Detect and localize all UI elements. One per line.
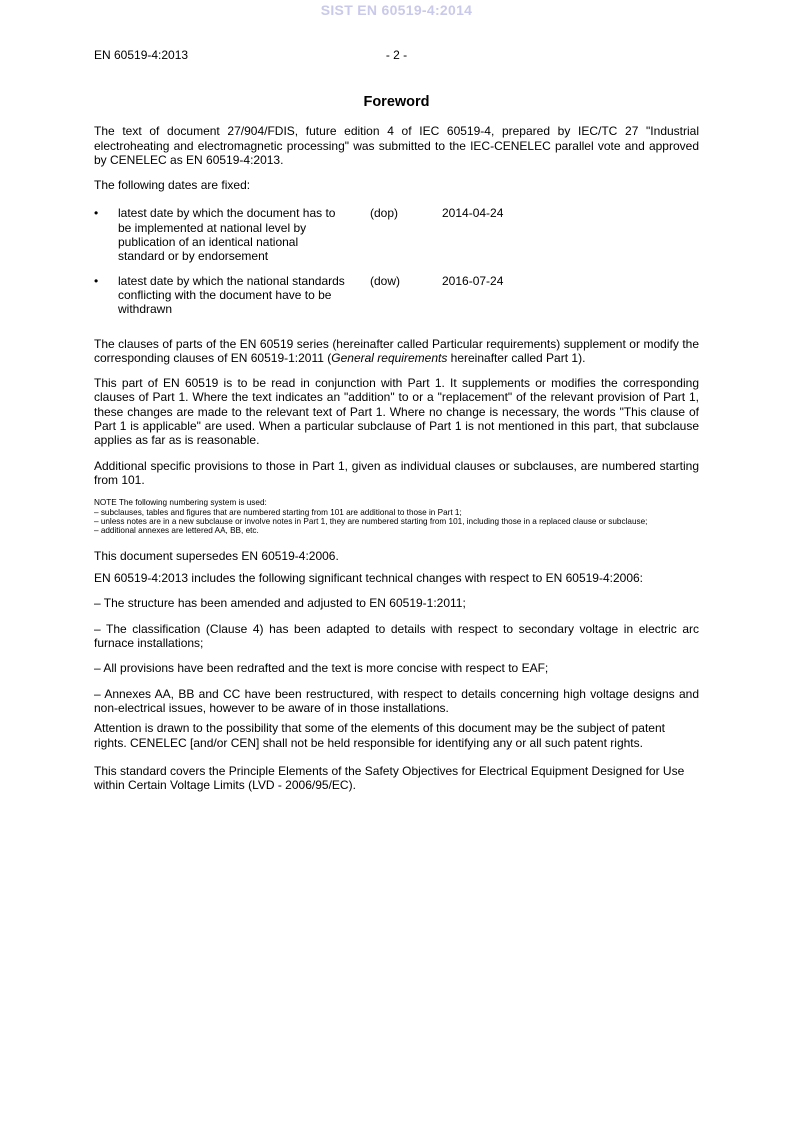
date-value: 2014-04-24 (442, 206, 504, 221)
change-item: – Annexes AA, BB and CC have been restructured, with respect to details concerning high voltage designs and non-electrical issues, however to be aware of in those installations. (94, 686, 699, 715)
change-item: – The structure has been amended and adjusted to EN 60519-1:2011; (94, 596, 466, 611)
dates-intro: The following dates are fixed: (94, 178, 251, 193)
date-description: latest date by which the national standards conflicting with the document have to be withdrawn (118, 273, 345, 317)
header-page-number: - 2 - (385, 48, 408, 62)
intro-paragraph: The text of document 27/904/FDIS, future edition 4 of IEC 60519-4, prepared by IEC/TC 27 "Industrial electroheating and electromagnetic processing" was submitted to the IEC-CENELEC parallel vote and approved by CENELEC as EN 60519-4:2013. (94, 124, 699, 167)
clauses-paragraph: The clauses of parts of the EN 60519 series (hereinafter called Particular requirements) supplement or modify the corresponding clauses of EN 60519-1:2011 (General requirements hereinafter called Part 1). (94, 336, 699, 365)
note-item: – subclauses, tables and figures that are numbered starting from 101 are additional to those in Part 1; (94, 507, 462, 517)
watermark: SIST EN 60519-4:2014 (320, 2, 473, 18)
header-doc-id: EN 60519-4:2013 (94, 48, 189, 62)
date-row-dop (94, 206, 699, 263)
date-row-dow (94, 274, 699, 317)
supersedes-paragraph: This document supersedes EN 60519-4:2006. (94, 548, 339, 563)
note-heading: NOTE The following numbering system is used: (94, 498, 267, 508)
note-item: – unless notes are in a new subclause or involve notes in Part 1, they are numbered starting from 101, including those in a replaced clause or subclause; (94, 517, 648, 527)
note-item: – additional annexes are lettered AA, BB, etc. (94, 526, 259, 536)
date-description: latest date by which the document has to be implemented at national level by publication of an identical national standard or by endorsement (118, 206, 336, 264)
patent-paragraph: Attention is drawn to the possibility that some of the elements of this document may be the subject of patent rights. CENELEC [and/or CEN] shall not be held responsible for identifying any or all such patent rights. (94, 721, 665, 750)
date-value: 2016-07-24 (442, 273, 504, 288)
change-item: – All provisions have been redrafted and the text is more concise with respect to EAF; (94, 661, 549, 676)
additional-paragraph: Additional specific provisions to those in Part 1, given as individual clauses or subclauses, are numbered starting from 101. (94, 458, 699, 487)
bullet-icon: • (94, 206, 99, 221)
page-body (94, 95, 699, 803)
dates-list (94, 206, 699, 316)
lvd-paragraph: This standard covers the Principle Elements of the Safety Objectives for Electrical Equipment Designed for Use within Certain Voltage Limits (LVD - 2006/95/EC). (94, 763, 685, 793)
date-abbreviation: (dop) (370, 206, 399, 221)
page-title: Foreword (363, 94, 430, 110)
date-abbreviation: (dow) (370, 273, 401, 288)
changes-intro: EN 60519-4:2013 includes the following significant technical changes with respect to EN 60519-4:2006: (94, 571, 644, 586)
part-paragraph: This part of EN 60519 is to be read in conjunction with Part 1. It supplements or modifies the corresponding clauses of Part 1. Where the text indicates an "addition" to or a "replacement" of the relevant provision of Part 1, these changes are made to the relevant text of Part 1. Where no change is necessary, the words "This clause of Part 1 is applicable" are used. When a particular subclause of Part 1 is not mentioned in this part, that subclause applies as far as is reasonable. (94, 376, 699, 448)
numbering-note (94, 498, 699, 536)
change-item: – The classification (Clause 4) has been adapted to details with respect to secondary voltage in electric arc furnace installations; (94, 621, 699, 651)
bullet-icon: • (94, 273, 99, 288)
